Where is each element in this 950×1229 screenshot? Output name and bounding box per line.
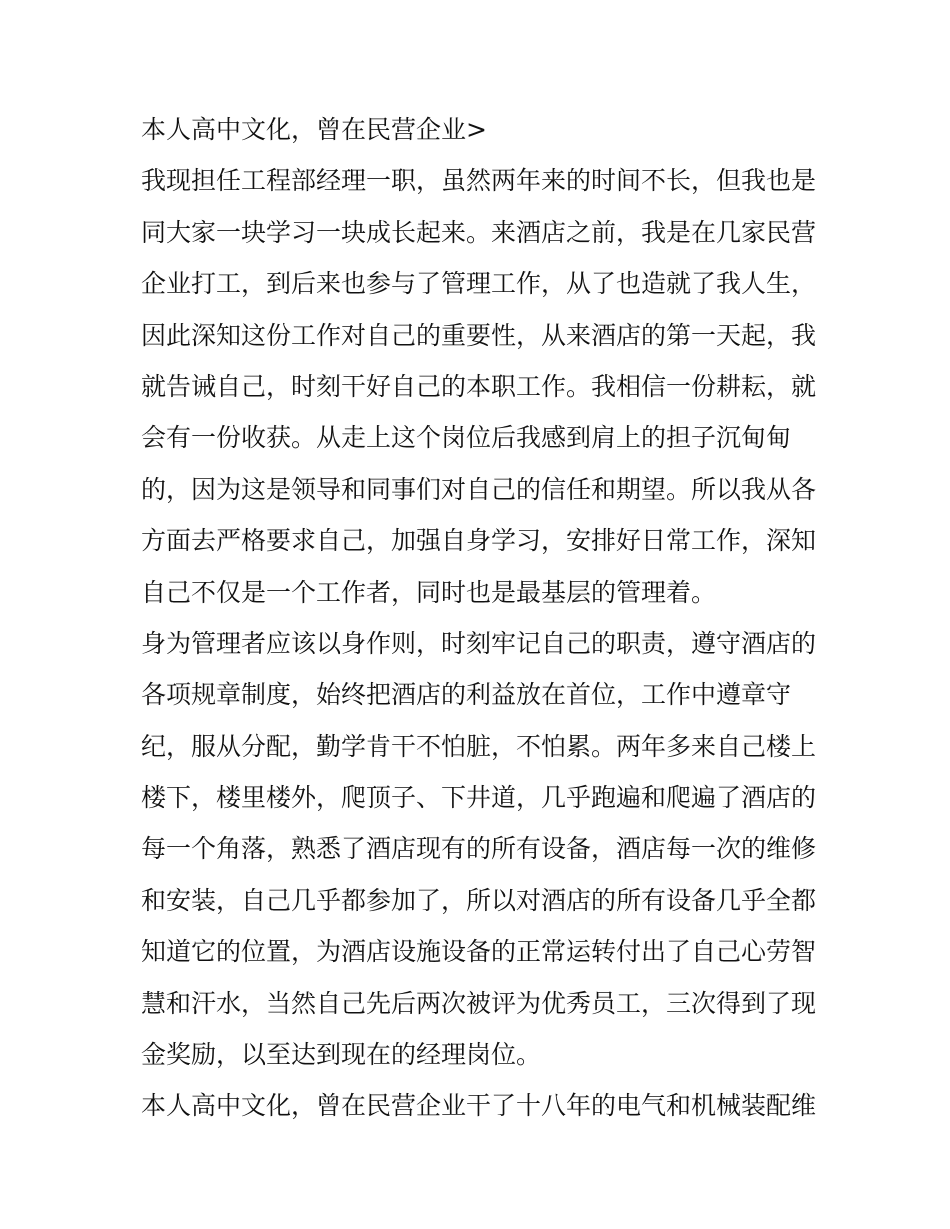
text-line: 每一个角落，熟悉了酒店现有的所有设备，酒店每一次的维修 <box>141 834 817 864</box>
text-line: 的，因为这是领导和同事们对自己的信任和期望。所以我从各 <box>141 474 817 504</box>
text-line: 各项规章制度，始终把酒店的利益放在首位，工作中遵章守 <box>141 680 792 710</box>
document-body <box>141 104 821 1132</box>
text-line: 纪，服从分配，勤学肯干不怕脏，不怕累。两年多来自己楼上 <box>141 731 817 761</box>
text-line: 方面去严格要求自己，加强自身学习，安排好日常工作，深知 <box>141 526 817 556</box>
text-line: 和安装，自己几乎都参加了，所以对酒店的所有设备几乎全都 <box>141 885 817 915</box>
text-line: 知道它的位置，为酒店设施设备的正常运转付出了自己心劳智 <box>141 937 817 967</box>
text-line: 金奖励，以至达到现在的经理岗位。 <box>141 1040 542 1070</box>
text-line: 同大家一块学习一块成长起来。来酒店之前，我是在几家民营 <box>141 217 817 247</box>
text-line: 楼下，楼里楼外，爬顶子、下井道，几乎跑遍和爬遍了酒店的 <box>141 783 817 813</box>
text-line: 就告诫自己，时刻干好自己的本职工作。我相信一份耕耘，就 <box>141 371 817 401</box>
text-line: 我现担任工程部经理一职，虽然两年来的时间不长，但我也是 <box>141 166 817 196</box>
text-line: 会有一份收获。从走上这个岗位后我感到肩上的担子沉甸甸 <box>141 423 792 453</box>
text-line: 本人高中文化，曾在民营企业> <box>141 115 487 144</box>
text-line: 身为管理者应该以身作则，时刻牢记自己的职责，遵守酒店的 <box>141 628 817 658</box>
text-line: 因此深知这份工作对自己的重要性，从来酒店的第一天起，我 <box>141 320 817 350</box>
text-line: 自己不仅是一个工作者，同时也是最基层的管理着。 <box>141 577 717 607</box>
text-line: 慧和汗水，当然自己先后两次被评为优秀员工，三次得到了现 <box>141 988 817 1018</box>
text-line: 本人高中文化，曾在民营企业干了十八年的电气和机械装配维 <box>141 1091 817 1121</box>
text-line: 企业打工，到后来也参与了管理工作，从了也造就了我人生， <box>141 269 817 299</box>
